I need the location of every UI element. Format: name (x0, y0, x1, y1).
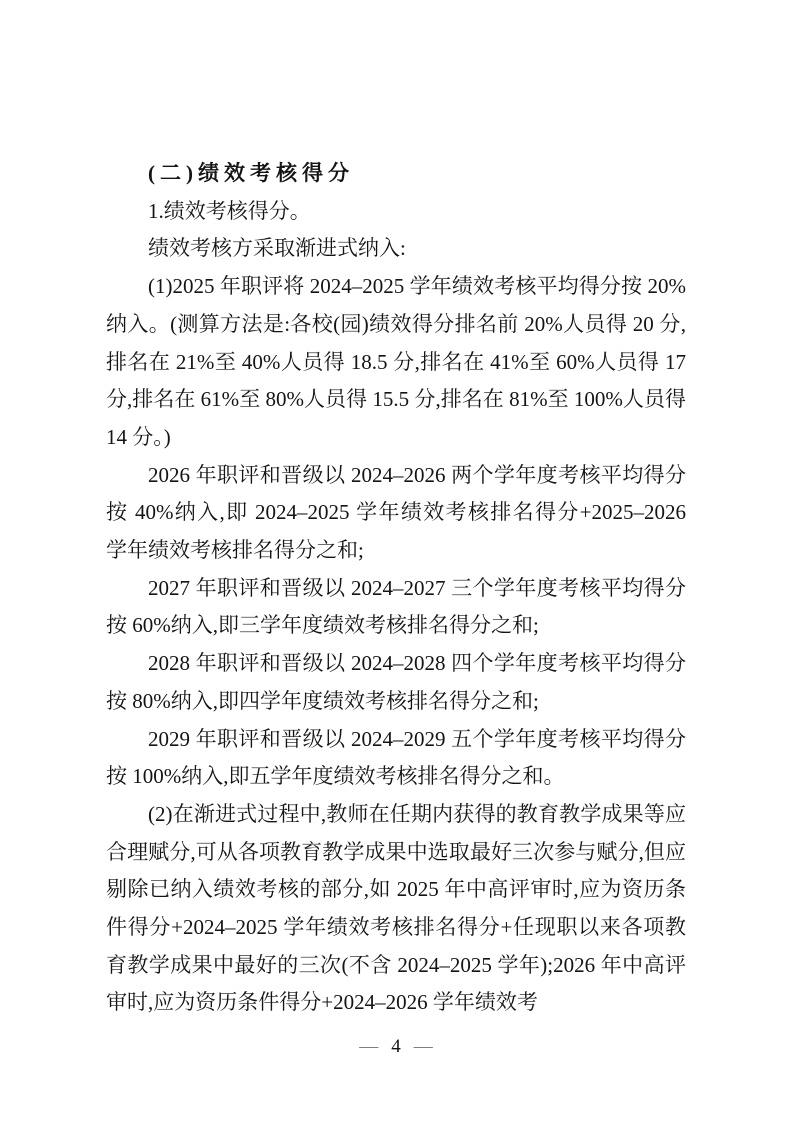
paragraph-year-2026: 2026 年职评和晋级以 2024–2026 两个学年度考核平均得分按 40%纳入,即 2024–2025 学年绩效考核排名得分+2025–2026 学年绩效考核排名得分之和; (106, 462, 686, 563)
footer-dash-right: — (413, 1036, 433, 1057)
page-footer (106, 1034, 686, 1060)
section-heading: (二)绩效考核得分 (148, 161, 354, 185)
document-body (106, 155, 686, 1022)
paragraph-year-2027: 2027 年职评和晋级以 2024–2027 三个学年度考核平均得分按 60%纳入,即三学年度绩效考核排名得分之和; (106, 575, 686, 638)
page-number: 4 (391, 1036, 401, 1057)
paragraph-year-2029: 2029 年职评和晋级以 2024–2029 五个学年度考核平均得分按 100%纳入,即五学年度绩效考核排名得分之和。 (106, 726, 686, 789)
paragraph-item-number: 1.绩效考核得分。 (148, 198, 311, 223)
paragraph-rule-2: (2)在渐进式过程中,教师在任期内获得的教育教学成果等应合理赋分,可从各项教育教学成果中选取最好三次参与赋分,但应剔除已纳入绩效考核的部分,如 2025 年中高评审时,应为资历条件得分+2024–2025 学年绩效考核排名得分+任现职以来各项教育教学成果中最好的三次(不含 2024–2025 学年);2026 年中高评审时,应为资历条件得分+2024–2026 学年绩效考 (106, 801, 686, 1015)
footer-dash-left: — (359, 1036, 379, 1057)
paragraph-intro: 绩效考核方采取渐进式纳入: (148, 236, 406, 261)
paragraph-rule-1: (1)2025 年职评将 2024–2025 学年绩效考核平均得分按 20%纳入。(测算方法是:各校(园)绩效得分排名前 20%人员得 20 分,排名在 21%至 40%人员得 18.5 分,排名在 41%至 60%人员得 17 分,排名在 61%至 80%人员得 15.5 分,排名在 81%至 100%人员得 14 分。) (106, 274, 686, 449)
paragraph-year-2028: 2028 年职评和晋级以 2024–2028 四个学年度考核平均得分按 80%纳入,即四学年度绩效考核排名得分之和; (106, 651, 686, 713)
